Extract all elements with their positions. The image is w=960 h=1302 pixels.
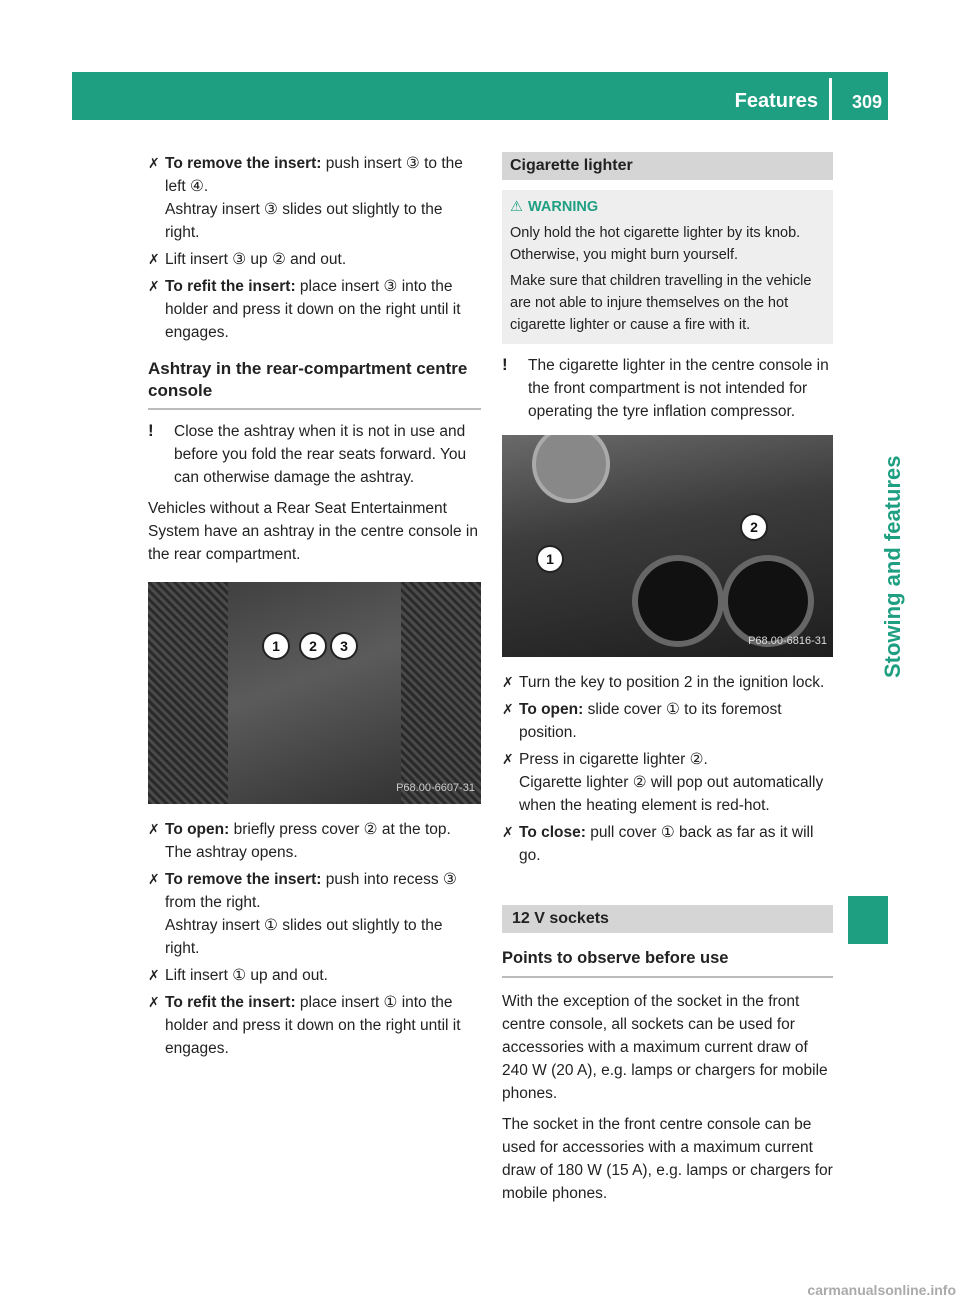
- step-item: [148, 275, 481, 344]
- step-marker-icon: ✗: [148, 967, 160, 983]
- step-result: Ashtray insert ① slides out slightly to the right.: [165, 917, 443, 957]
- sockets-paragraph-1: With the exception of the socket in the front centre console, all sockets can be used for accessories with a maximum current draw of 240 W (20 A), e.g. lamps or chargers for mobile phones.: [502, 993, 828, 1102]
- step-marker-icon: ✗: [502, 701, 514, 717]
- step-marker-icon: ✗: [148, 155, 160, 171]
- step-label: To open:: [519, 701, 584, 718]
- step-marker-icon: ✗: [148, 821, 160, 837]
- step-item: [502, 698, 833, 744]
- step-label: To refit the insert:: [165, 994, 296, 1011]
- step-text: place insert ③ into the holder and press it down on the right until it engages.: [165, 278, 461, 341]
- step-text: pull cover ① back as far as it will go.: [519, 824, 814, 864]
- step-item: [148, 868, 481, 960]
- step-marker-icon: ✗: [502, 674, 514, 690]
- header-divider: [829, 78, 832, 126]
- step-item: [502, 671, 833, 694]
- page-number: 309: [851, 92, 882, 112]
- callout-1: 1: [536, 545, 564, 573]
- damage-note-text: Close the ashtray when it is not in use and before you fold the rear seats forward. You can otherwise damage the ashtray.: [174, 423, 467, 486]
- step-item: [148, 964, 481, 987]
- step-marker-icon: ✗: [148, 994, 160, 1010]
- step-item: [148, 248, 481, 271]
- photo-caption: P68.00-6607-31: [396, 782, 475, 794]
- sockets-section: [502, 905, 833, 933]
- sockets-paragraph-2: The socket in the front centre console can be used for accessories with a maximum current draw of 180 W (15 A), e.g. lamps or chargers for mobile phones.: [502, 1116, 833, 1202]
- step-item: [148, 152, 481, 244]
- lighter-steps-list: [502, 671, 833, 867]
- sidebar-section-label: [852, 318, 905, 678]
- warning-label: WARNING: [528, 199, 599, 215]
- step-result: Cigarette lighter ② will pop out automatically when the heating element is red-hot.: [519, 774, 824, 814]
- callout-3: 3: [330, 632, 358, 660]
- lighter-title: Cigarette lighter: [502, 152, 833, 180]
- steps-bottom-list: [148, 818, 481, 1060]
- callout-2: 2: [299, 632, 327, 660]
- warning-text-1: Only hold the hot cigarette lighter by its knob. Otherwise, you might burn yourself.: [510, 225, 801, 263]
- page-header: [72, 72, 888, 120]
- warning-text-2: Make sure that children travelling in the vehicle are not able to injure themselves on the hot cigarette lighter or cause a fire with it.: [510, 273, 812, 333]
- step-text: push into recess ③ from the right.: [165, 871, 457, 911]
- exclamation-icon: !: [502, 355, 508, 374]
- step-label: To close:: [519, 824, 586, 841]
- photo-caption: P68.00-6816-31: [748, 635, 827, 647]
- points-title: Points to observe before use: [502, 947, 833, 978]
- lighter-photo: [502, 435, 833, 657]
- step-item: [148, 818, 481, 864]
- step-marker-icon: ✗: [148, 251, 160, 267]
- step-label: To remove the insert:: [165, 155, 322, 172]
- section-title-rear-ashtray: Ashtray in the rear-compartment centre console: [148, 358, 481, 410]
- step-text: Press in cigarette lighter ②.: [519, 751, 708, 768]
- warning-heading: [510, 196, 825, 218]
- callout-1: 1: [262, 632, 290, 660]
- step-result: Ashtray insert ③ slides out slightly to the right.: [165, 201, 443, 241]
- header-title: Features: [734, 90, 818, 112]
- rear-ashtray-photo: [148, 582, 481, 804]
- compressor-note-text: The cigarette lighter in the centre console in the front compartment is not intended for operating the tyre inflation compressor.: [528, 357, 829, 420]
- step-marker-icon: ✗: [502, 751, 514, 767]
- steps-top-list: [148, 152, 481, 344]
- footer-watermark: carmanualsonline.info: [807, 1282, 956, 1298]
- step-item: [148, 991, 481, 1060]
- callout-2: 2: [740, 513, 768, 541]
- right-column: [502, 152, 833, 1205]
- seat-mesh-left: [148, 582, 228, 804]
- sidebar-label-text: Stowing and features: [880, 455, 905, 678]
- step-marker-icon: ✗: [502, 824, 514, 840]
- step-text: push insert ③ to the left ④.: [165, 155, 463, 195]
- sockets-title: 12 V sockets: [502, 905, 833, 933]
- exclamation-icon: !: [148, 421, 154, 440]
- step-label: To remove the insert:: [165, 871, 322, 888]
- step-text: place insert ① into the holder and press it down on the right until it engages.: [165, 994, 461, 1057]
- warning-box: [502, 190, 833, 344]
- sidebar-tab-marker: [848, 896, 888, 944]
- step-item: [502, 748, 833, 817]
- step-marker-icon: ✗: [148, 278, 160, 294]
- step-result: The ashtray opens.: [165, 844, 298, 861]
- step-text: Lift insert ① up and out.: [165, 967, 328, 984]
- seat-mesh-right: [401, 582, 481, 804]
- step-label: To open:: [165, 821, 230, 838]
- step-text: slide cover ① to its foremost position.: [519, 701, 782, 741]
- step-text: Turn the key to position 2 in the ignition lock.: [519, 674, 825, 691]
- damage-note: [148, 420, 481, 489]
- step-label: To refit the insert:: [165, 278, 296, 295]
- step-item: [502, 821, 833, 867]
- step-text: briefly press cover ② at the top.: [229, 821, 451, 838]
- lighter-section: [502, 152, 833, 180]
- step-marker-icon: ✗: [148, 871, 160, 887]
- compressor-note: [502, 354, 833, 423]
- rear-ashtray-paragraph: Vehicles without a Rear Seat Entertainment System have an ashtray in the centre console in the rear compartment.: [148, 500, 478, 563]
- cupholder-left: [632, 555, 724, 647]
- step-text: Lift insert ③ up ② and out.: [165, 251, 347, 268]
- gauge-shape: [532, 435, 610, 503]
- left-column: [148, 152, 481, 1064]
- warning-triangle-icon: ⚠: [510, 199, 523, 215]
